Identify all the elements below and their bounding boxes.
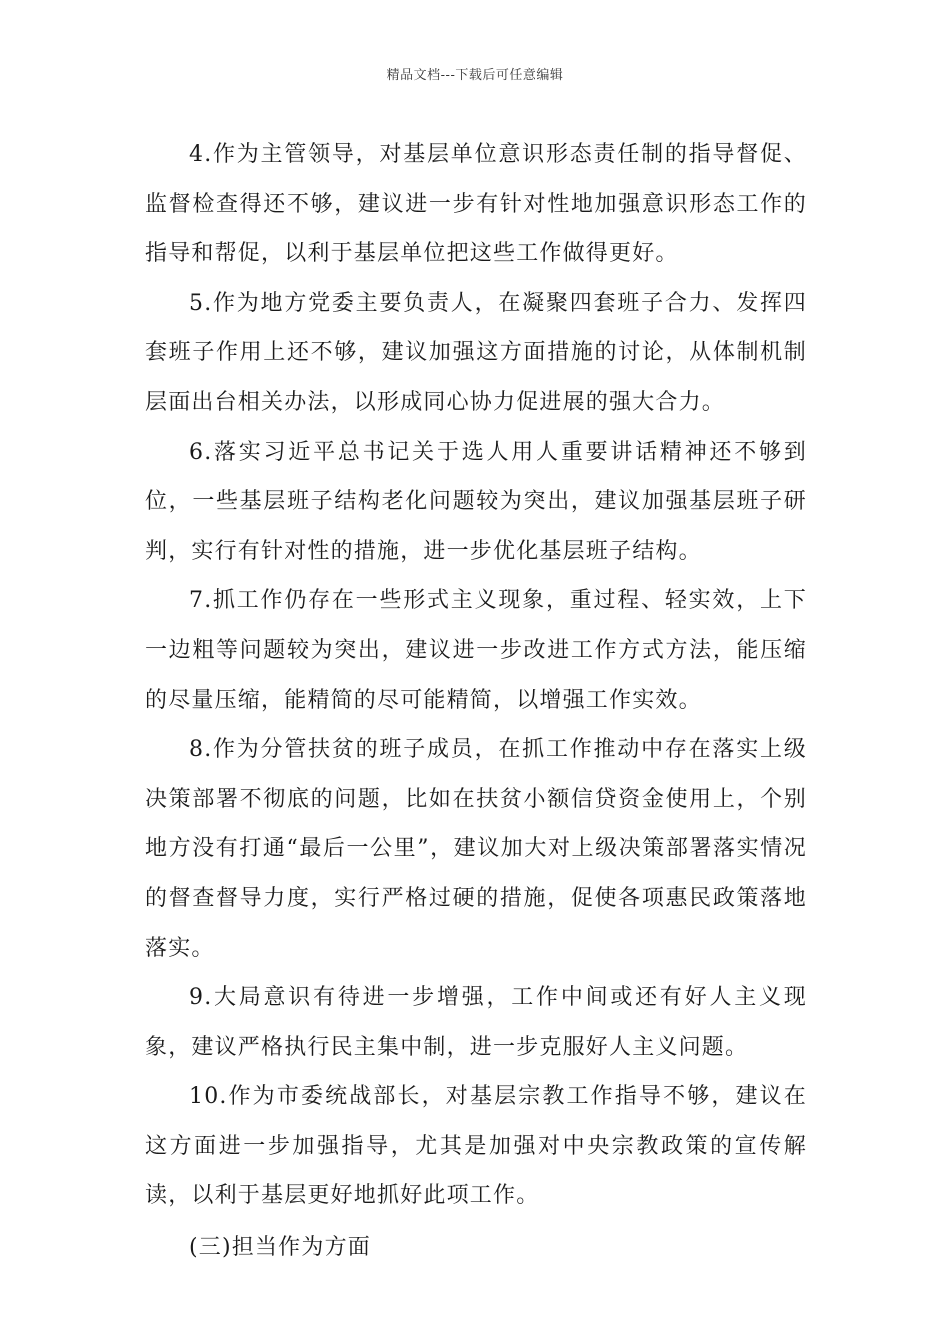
page-header: 精品文档---下载后可任意编辑 bbox=[386, 68, 564, 83]
document-body bbox=[145, 130, 807, 1273]
paragraph-5: 5.作为地方党委主要负责人，在凝聚四套班子合力、发挥四套班子作用上还不够，建议加强这方面措施的讨论，从体制机制层面出台相关办法，以形成同心协力促进展的强大合力。 bbox=[145, 290, 807, 415]
paragraph-6: 6.落实习近平总书记关于选人用人重要讲话精神还不够到位，一些基层班子结构老化问题较为突出，建议加强基层班子研判，实行有针对性的措施，进一步优化基层班子结构。 bbox=[145, 439, 807, 564]
paragraph-10: 10.作为市委统战部长，对基层宗教工作指导不够，建议在这方面进一步加强指导，尤其是加强对中央宗教政策的宣传解读，以利于基层更好地抓好此项工作。 bbox=[145, 1084, 807, 1209]
paragraph-7: 7.抓工作仍存在一些形式主义现象，重过程、轻实效，上下一边粗等问题较为突出，建议进一步改进工作方式方法，能压缩的尽量压缩，能精简的尽可能精简，以增强工作实效。 bbox=[145, 588, 807, 713]
paragraph-8: 8.作为分管扶贫的班子成员，在抓工作推动中存在落实上级决策部署不彻底的问题，比如在扶贫小额信贷资金使用上，个别地方没有打通“最后一公里”，建议加大对上级决策部署落实情况的督查督导力度，实行严格过硬的措施，促使各项惠民政策落地落实。 bbox=[145, 737, 807, 961]
paragraph-9: 9.大局意识有待进一步增强，工作中间或还有好人主义现象，建议严格执行民主集中制，进一步克服好人主义问题。 bbox=[145, 985, 807, 1060]
section-heading: (三)担当作为方面 bbox=[189, 1235, 371, 1261]
paragraph-4: 4.作为主管领导，对基层单位意识形态责任制的指导督促、监督检查得还不够，建议进一步有针对性地加强意识形态工作的指导和帮促，以利于基层单位把这些工作做得更好。 bbox=[145, 142, 807, 267]
